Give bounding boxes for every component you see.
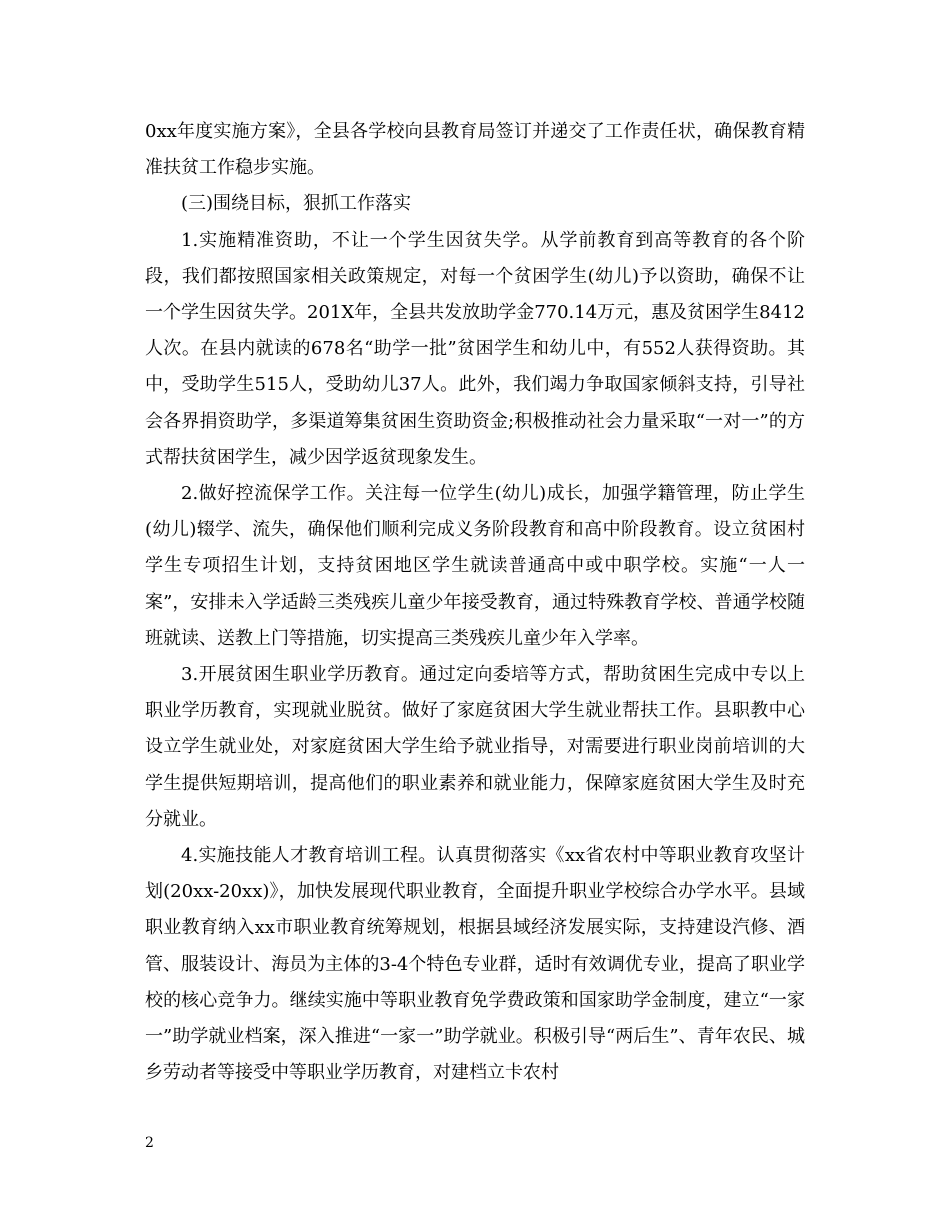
- section-heading: (三)围绕目标，狠抓工作落实: [181, 193, 412, 215]
- document-body: [145, 114, 805, 1091]
- paragraph: 3.开展贫困生职业学历教育。通过定向委培等方式，帮助贫困生完成中专以上职业学历教育，实现就业脱贫。做好了家庭贫困大学生就业帮扶工作。县职教中心设立学生就业处，对家庭贫困大学生给予就业指导，对需要进行职业岗前培训的大学生提供短期培训，提高他们的职业素养和就业能力，保障家庭贫困大学生及时充分就业。: [145, 664, 805, 830]
- page-number: 2: [145, 1135, 154, 1151]
- paragraph: 2.做好控流保学工作。关注每一位学生(幼儿)成长，加强学籍管理，防止学生(幼儿)辍学、流失，确保他们顺利完成义务阶段教育和高中阶段教育。设立贫困村学生专项招生计划，支持贫困地区学生就读普通高中或中职学校。实施“一人一案”，安排未入学适龄三类残疾儿童少年接受教育，通过特殊教育学校、普通学校随班就读、送教上门等措施，切实提高三类残疾儿童少年入学率。: [145, 483, 805, 649]
- paragraph: 0xx年度实施方案》，全县各学校向县教育局签订并递交了工作责任状，确保教育精准扶贫工作稳步实施。: [145, 121, 805, 179]
- paragraph: 4.实施技能人才教育培训工程。认真贯彻落实《xx省农村中等职业教育攻坚计划(20xx-20xx)》，加快发展现代职业教育，全面提升职业学校综合办学水平。县域职业教育纳入xx市职业教育统筹规划，根据县域经济发展实际，支持建设汽修、酒管、服装设计、海员为主体的3-4个特色专业群，适时有效调优专业，提高了职业学校的核心竞争力。继续实施中等职业教育免学费政策和国家助学金制度，建立“一家一”助学就业档案，深入推进“一家一”助学就业。积极引导“两后生”、青年农民、城乡劳动者等接受中等职业学历教育，对建档立卡农村: [145, 845, 805, 1084]
- paragraph: 1.实施精准资助，不让一个学生因贫失学。从学前教育到高等教育的各个阶段，我们都按照国家相关政策规定，对每一个贫困学生(幼儿)予以资助，确保不让一个学生因贫失学。201X年，全县共发放助学金770.14万元，惠及贫困学生8412人次。在县内就读的678名“助学一批”贫困学生和幼儿中，有552人获得资助。其中，受助学生515人，受助幼儿37人。此外，我们竭力争取国家倾斜支持，引导社会各界捐资助学，多渠道筹集贫困生资助资金;积极推动社会力量采取“一对一”的方式帮扶贫困学生，减少因学返贫现象发生。: [145, 229, 805, 468]
